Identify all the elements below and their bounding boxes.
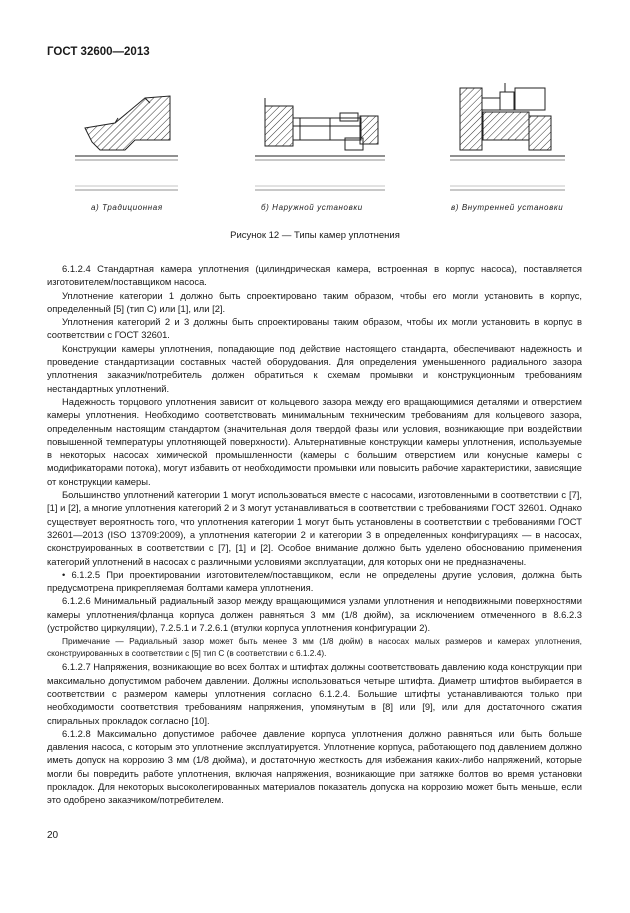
seal-chamber-figure bbox=[60, 78, 580, 208]
paragraph: 6.1.2.6 Минимальный радиальный зазор между вращающимися узлами уплотнения и неподвижными поверхностями камеры уплотнения/фланца корпуса должен равняться 3 мм (1/8 дюйм), за исключением отмеченного в 8.6.2.3 (устройство циркуляции), 7.2.5.1 и 7.2.6.1 (втулки корпуса уплотнения конфигурации 2). bbox=[47, 595, 582, 634]
paragraph: Конструкции камеры уплотнения, попадающие под действие настоящего стандарта, обеспечивают надежность и проведение стандартизации составных частей оборудования. Для определения уменьшенного радиального зазора уплотнения заказчик/потребитель должен обратиться к схемам промывки и конструкционным требованиям нестандартных уплотнений. bbox=[47, 342, 582, 394]
paragraph: Большинство уплотнений категории 1 могут использоваться вместе с насосами, изготовленными в соответствии с [7], [1] и [2], а многие уплотнения категорий 2 и 3 могут устанавливаться в соответствии с требованиями ГОСТ 32601. Однако существует вероятность того, что уплотнения категории 1 могут быть установлены в соответствии с требованиями ГОСТ 32601—2013 (ISO 13709:2009), а уплотнения категории 2 и категории 3 в определенных конфигурациях — в насосах, сконструированных в соответствии с [7], [1] и [2]. Особое внимание должно быть уделено обоснованию применения категорий уплотнений в насосах с различными условиями эксплуатации, для которых они не предназначены. bbox=[47, 489, 582, 567]
caption-internal: в) Внутренней установки bbox=[451, 203, 564, 212]
note: Примечание — Радиальный зазор может быть менее 3 мм (1/8 дюйм) в насосах малых размеров и камерах уплотнения, сконструированных в соответствии с [5] тип С (в соответствии с 6.1.2.4). bbox=[47, 636, 582, 659]
internal-chamber-drawing bbox=[450, 83, 565, 190]
paragraph: Уплотнения категорий 2 и 3 должны быть спроектированы таким образом, чтобы их могли установить в корпус в соответствии с ГОСТ 32601. bbox=[47, 316, 582, 341]
paragraph: 6.1.2.7 Напряжения, возникающие во всех болтах и штифтах должны соответствовать давлению кода конструкции при максимально допустимом рабочем давлении. Должны использоваться четыре штифта. Диаметр штифтов выбирается в соответствии с размером камеры уплотнения согласно 6.1.2.4. Большие штифты устанавливаются только при необходимости соответствия требованиям напряжения, упомянутым в [8] или [9], или для достаточного сжатия спиральных прокладок согласно [10]. bbox=[47, 661, 582, 726]
paragraph: 6.1.2.4 Стандартная камера уплотнения (цилиндрическая камера, встроенная в корпус насоса), поставляется изготовителем/поставщиком насоса. bbox=[47, 263, 582, 288]
caption-traditional: а) Традиционная bbox=[91, 203, 163, 212]
standard-header: ГОСТ 32600—2013 bbox=[47, 46, 150, 58]
traditional-chamber-drawing bbox=[75, 96, 178, 190]
paragraph: Надежность торцового уплотнения зависит от кольцевого зазора между его вращающимися деталями и отверстием камеры уплотнения. Необходимо соответствовать минимальным техническим требованиям для кольцевого зазора, определенным настоящим стандартом (значительная доля твердой фазы или условия, возникающие при воздействии повышенной температуры уплотняющей поверхности). Альтернативные конструкции камеры уплотнения, используемые в некоторых насосах химической промышленности (камеры с большим отверстием или конусные камеры с модификаторами потока), могут избавить от необходимости промывки или повысить рабочие характеристики, зависящие от конструкции камеры. bbox=[47, 395, 582, 487]
external-chamber-drawing bbox=[255, 98, 385, 190]
caption-external: б) Наружной установки bbox=[261, 203, 363, 212]
figure-title: Рисунок 12 — Типы камер уплотнения bbox=[230, 230, 400, 241]
page-number: 20 bbox=[47, 830, 59, 841]
paragraph: • 6.1.2.5 При проектировании изготовителем/поставщиком, если не определены другие условия, должна быть предусмотрена прикрепляемая болтами камера уплотнения. bbox=[47, 568, 582, 594]
paragraph: Уплотнение категории 1 должно быть спроектировано таким образом, чтобы его могли установить в корпус, определенный [5] (тип С) или [1], или [2]. bbox=[47, 289, 582, 314]
body-text bbox=[47, 262, 582, 807]
seal-chamber-drawings bbox=[60, 78, 580, 208]
paragraph: 6.1.2.8 Максимально допустимое рабочее давление корпуса уплотнения должно равняться или быть больше давления насоса, с которым это уплотнение эксплуатируется. Уплотнение корпуса, работающего под давлением должно иметь допуск на коррозию 3 мм (1/8 дюйма), и достаточную жесткость для избежания каких-либо напряжений, которые могли бы повредить работе уплотнения, включая напряжения, возникающие при затяжке болтов во время установки прокладок. Для некоторых высоколегированных материалов показатель допуска на коррозию может быть меньше, если это одобрено заказчиком/потребителем. bbox=[47, 727, 582, 806]
